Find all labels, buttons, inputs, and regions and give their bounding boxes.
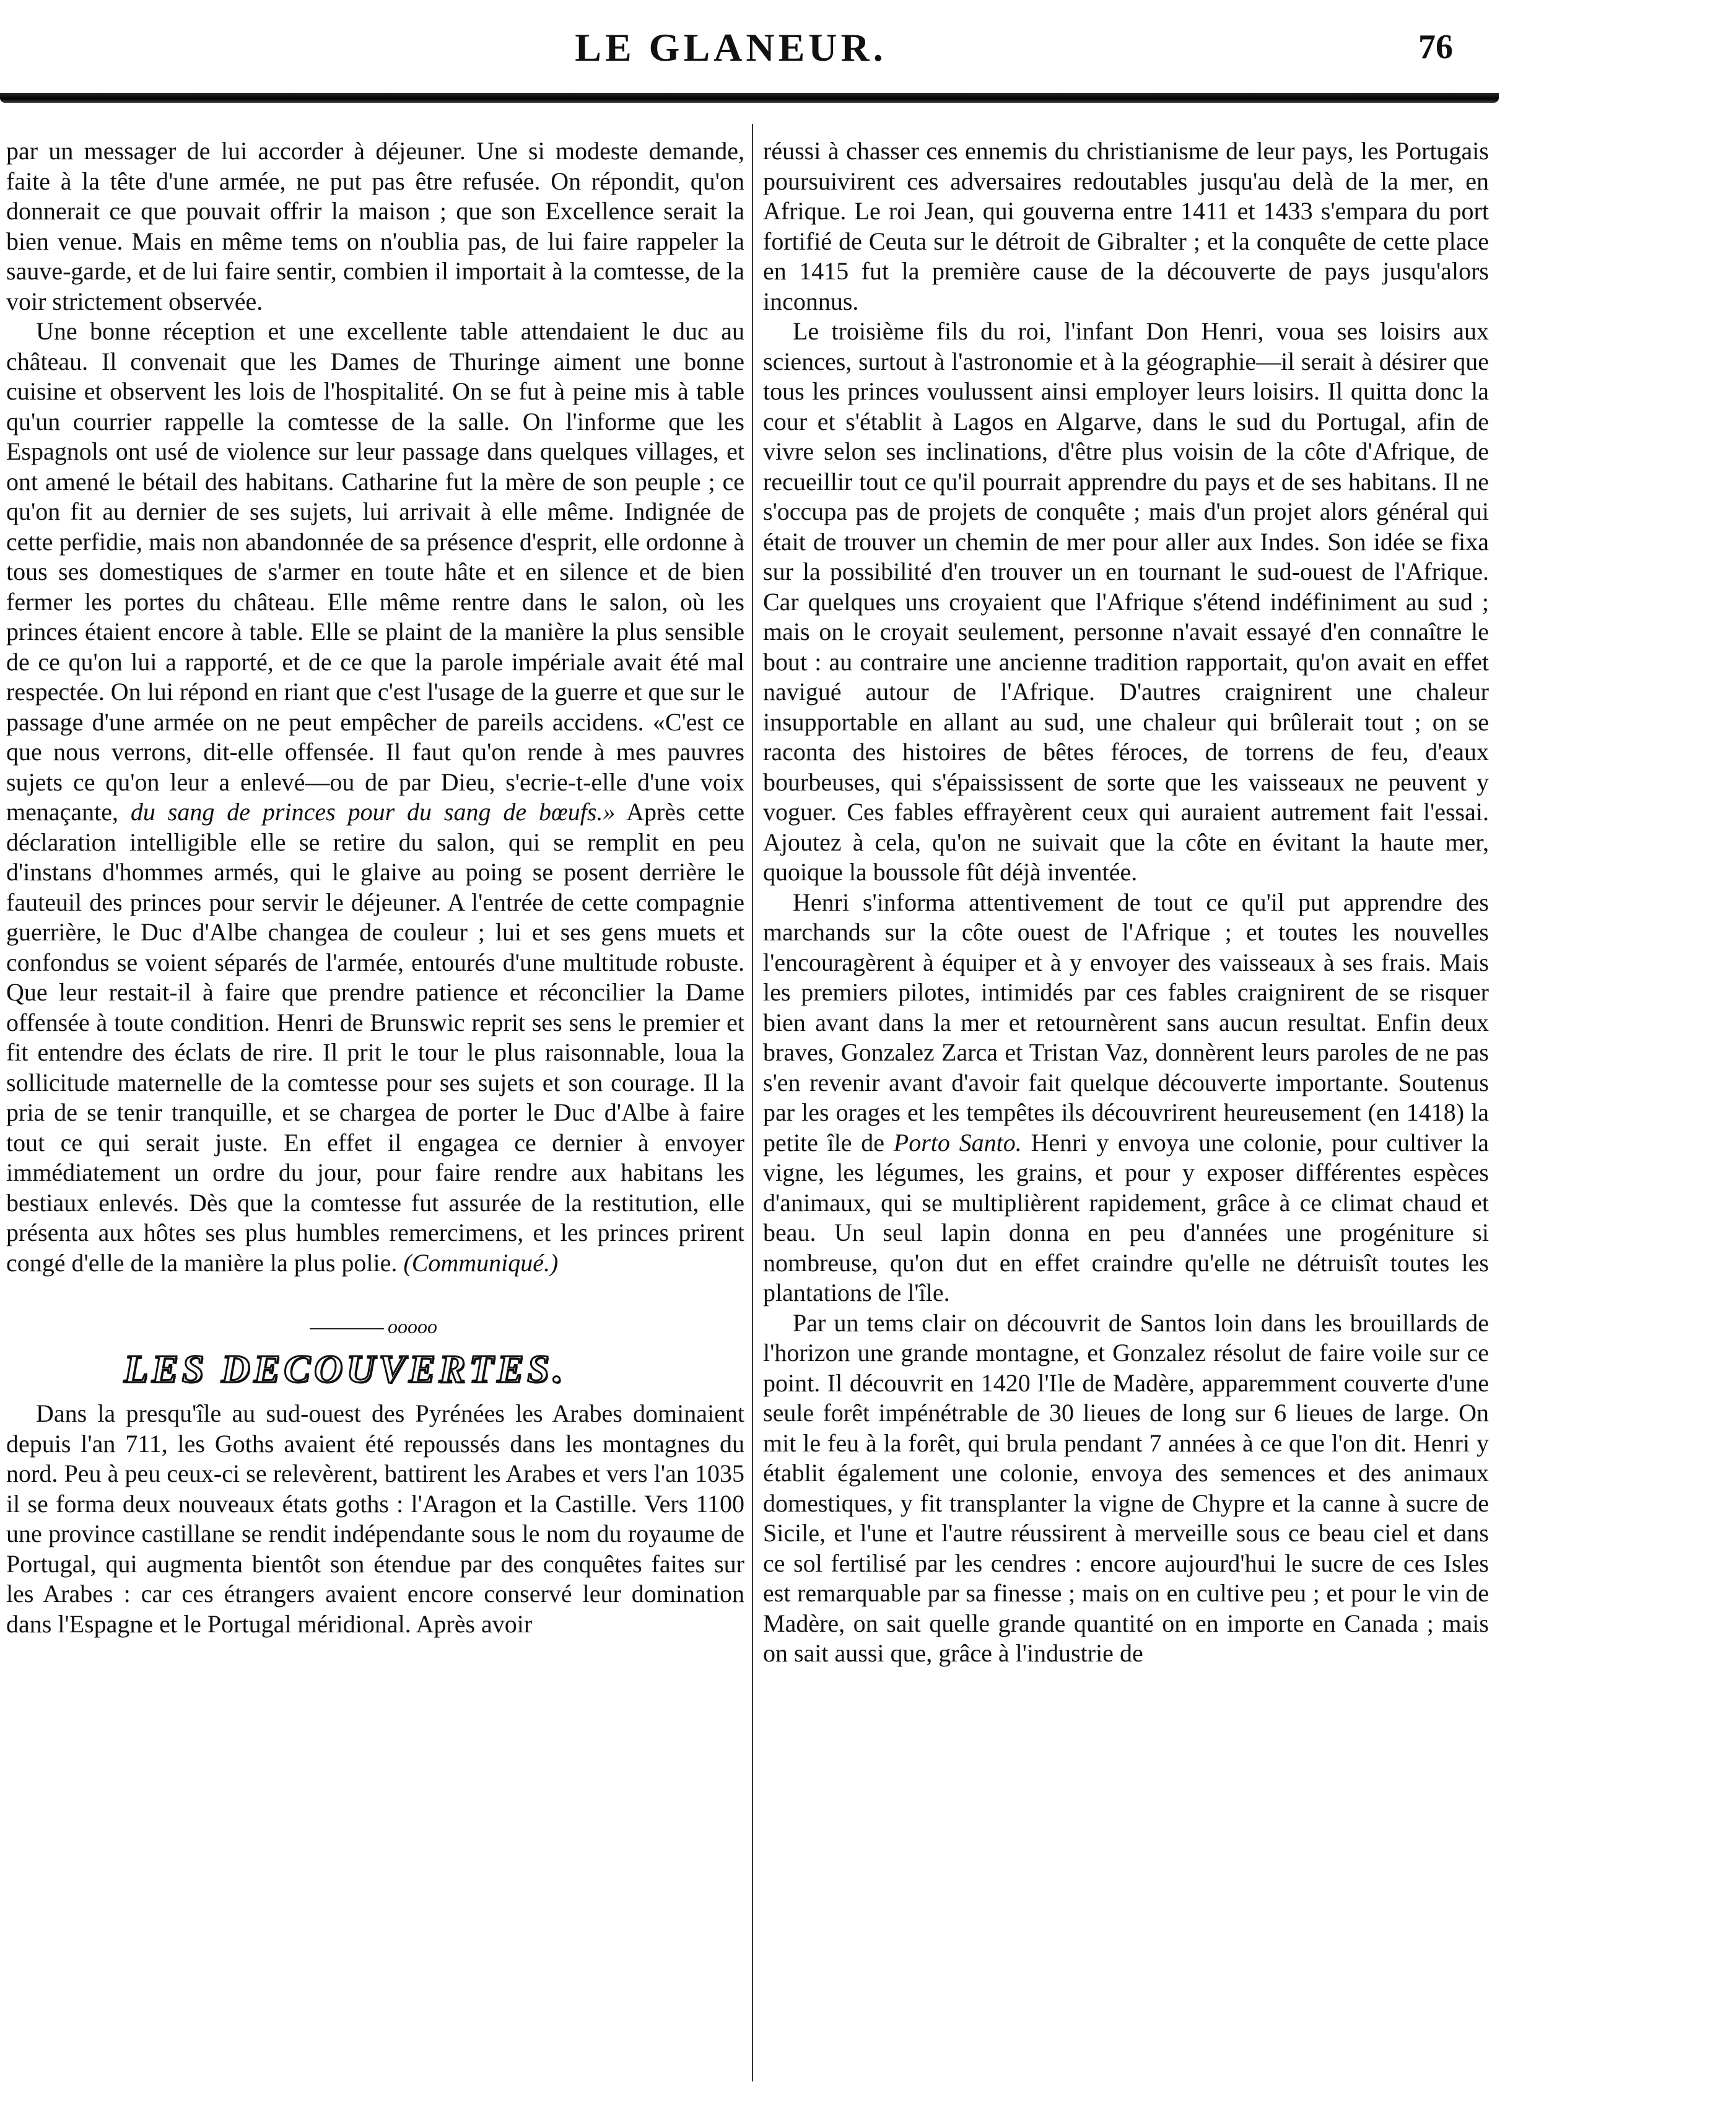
separator-ornament: ooooo [388,1315,437,1337]
paragraph-text: Une bonne réception et une excellente table attendaient le duc au château. Il convenait que les Dames de Thuringe aiment une bonne cuisine et observent les lois de l'hospitalité. On se fut à peine mis à table qu'un courrier rappelle la comtesse de la salle. On l'informe que les Espagnols ont usé de violence sur leur passage dans quelques villages, et ont amené le bétail des habitans. Catharine fut la mère de son peuple ; ce qu'on fit au dernier de ses sujets, lui arrivait à elle même. Indignée de cette perfidie, mais non abandonnée de sa présence d'esprit, elle ordonne à tous ses domestiques de s'armer en toute hâte et en silence et de bien fermer les portes du château. Elle même rentre dans le salon, où les princes étaient encore à table. Elle se plaint de la manière la plus sensible de ce qu'on lui a rapporté, et de ce que la parole impériale avait été mal respectée. On lui répond en riant que c'est l'usage de la guerre et que sur le passage d'une armée on ne peut empêcher de pareils accidens. «C'est ce que nous verrons, dit-elle offensée. Il faut qu'on rende à mes pauvres sujets ce qu'on leur a enlevé—ou de par Dieu, s'ecrie-t-elle d'une voix menaçante, [6,317,744,826]
paragraph: réussi à chasser ces ennemis du christianisme de leur pays, les Portugais poursuivirent ces adversaires redoutables jusqu'au delà de la mer, en Afrique. Le roi Jean, qui gouverna entre 1411 et 1433 s'empara du port fortifié de Ceuta sur le détroit de Gibralter ; et la conquête de cette place en 1415 fut la première cause de la découverte de pays jusqu'alors inconnus. [763,137,1489,315]
paragraph: Dans la presqu'île au sud-ouest des Pyrénées les Arabes dominaient depuis l'an 711, les Goths avaient été repoussés dans les montagnes du nord. Peu à peu ceux-ci se relevèrent, battirent les Arabes et vers l'an 1035 il se forma deux nouveaux états goths : l'Aragon et la Castille. Vers 1100 une province castillane se rendit indépendante sous le nom du royaume de Portugal, qui augmenta bientôt son étendue par des conquêtes faites sur les Arabes : car ces étrangers avaient encore conservé leur domination dans l'Espagne et le Portugal méridional. Après avoir [6,1399,744,1638]
italic-quote: du sang de princes pour du sang de bœufs.» [130,798,616,826]
right-column [763,136,1489,1669]
paragraph-text: Henri y envoya une colonie, pour cultiver la vigne, les légumes, les grains, et pour y exposer différentes espèces d'animaux, qui se multiplièrent rapidement, grâce à ce climat chaud et beau. Un seul lapin donna en peu d'années une progéniture si nombreuse, qu'on dut en effet craindre qu'elle ne détruisît toutes les plantations de l'île. [763,1128,1489,1306]
paragraph: Par un tems clair on découvrit de Santos loin dans les brouillards de l'horizon une grande montagne, et Gonzalez résolut de faire voile sur ce point. Il découvrit en 1420 l'Ile de Madère, apparemment couverte d'une seule forêt impénétrable de 30 lieues de long sur 6 lieues de large. On mit le feu à la forêt, qui brula pendant 7 années à ce que l'on dit. Henri y établit également une colonie, envoya des semences et des animaux domestiques, y fit transplanter la vigne de Chypre et la canne à sucre de Sicile, et l'une et l'autre réussirent à merveille sous ce beau ciel et dans ce sol fertilisé par les cendres : encore aujourd'hui le sucre de ces Isles est remarquable par sa finesse ; mais on en cultive peu ; et pour le vin de Madère, on sait quelle grande quantité on en importe en Canada ; mais on sait aussi que, grâce à l'industrie de [763,1308,1489,1667]
italic-place-name: Porto Santo. [893,1128,1022,1157]
paragraph: par un messager de lui accorder à déjeuner. Une si modeste demande, faite à la tête d'une armée, ne put pas être refusée. On répondit, qu'on donnerait ce que pouvait offrir la maison ; que son Excellence serait la bien venue. Mais en même tems on n'oublia pas, de lui faire rappeler la sauve-garde, et de lui faire sentir, combien il importait à la comtesse, de la voir strictement observée. [6,137,744,315]
page-number: 76 [1418,28,1453,66]
section-title: LES DECOUVERTES. [124,1346,567,1391]
paragraph [763,888,1489,1308]
paragraph: Le troisième fils du roi, l'infant Don Henri, voua ses loisirs aux sciences, surtout à l'astronomie et à la géographie—il serait à désirer que tous les princes voulussent ainsi employer leurs loisirs. Il quitta donc la cour et s'établit à Lagos en Algarve, dans le sud du Portugal, afin de vivre selon ses inclinations, d'être plus voisin de la côte d'Afrique, de recueillir tout ce qu'il pourrait apprendre du pays et de ses habitans. Il ne s'occupa pas de projets de conquête ; mais d'un projet alors général qui était de trouver un chemin de mer pour aller aux Indes. Son idée se fixa sur la possibilité d'en trouver un en tournant le sud-ouest de l'Afrique. Car quelques uns croyaient que l'Afrique s'étend indéfiniment au sud ; mais on le croyait seulement, personne n'avait essayé d'en connaître le bout : au contraire une ancienne tradition rapportait, qu'on avait en effet navigué autour de l'Afrique. D'autres craignirent une chaleur insupportable en allant au sud, une chaleur qui brûlerait tout ; on se raconta des histoires de bêtes féroces, de torrens de feu, d'eaux bourbeuses, qui s'épaississent de sorte que les vaisseaux ne peuvent y voguer. Ces fables effrayèrent ceux qui auraient autrement fait l'essai. Ajoutez à cela, qu'on ne suivait que la côte en évitant la haute mer, quoique la boussole fût déjà inventée. [763,317,1489,886]
left-column [6,136,744,1639]
page-header [0,19,1736,87]
paragraph [6,317,744,1278]
section-separator [6,1311,744,1342]
paragraph-text: Après cette déclaration intelligible elle se retire du salon, qui se remplit en peu d'instans d'hommes armés, qui le glaive au poing se posent derrière le fauteuil des princes pour servir le déjeuner. A l'entrée de cette compagnie guerrière, le Duc d'Albe changea de couleur ; lui et ses gens muets et confondus se voient séparés de l'armée, entourés d'une multitude robuste. Que leur restait-il à faire que prendre patience et réconcilier la Dame offensée à toute condition. Henri de Brunswic reprit ses sens le premier et fit entendre des éclats de rire. Il prit le tour le plus raisonnable, loua la sollicitude maternelle de la comtesse pour ses sujets et son courage. Il la pria de se tenir tranquille, et se chargea de porter le Duc d'Albe à faire tout ce qui serait juste. En effet il engagea ce dernier à envoyer immédiatement un ordre du jour, pour faire rendre aux habitans les bestiaux enlevés. Dès que la comtesse fut assurée de la restitution, elle présenta aux hôtes ses plus humbles remercimens, et les princes prirent congé d'elle de la manière la plus polie. [6,798,745,1277]
signature: (Communiqué.) [403,1248,559,1277]
column-divider [752,124,753,2081]
masthead-title: LE GLANEUR. [575,25,887,69]
paragraph-text: Henri s'informa attentivement de tout ce qu'il put apprendre des marchands sur la côte ouest de l'Afrique ; et toutes les nouvelles l'encouragèrent à équiper et à y envoyer des vaisseaux à ses frais. Mais les premiers pilotes, intimidés par ces fables craignirent de se risquer bien avant dans la mer et retournèrent sans aucun resultat. Enfin deux braves, Gonzalez Zarca et Tristan Vaz, donnèrent leurs paroles de ne pas s'en revenir avant d'avoir fait quelque découverte importante. Soutenus par les orages et les tempêtes ils découvrirent heureusement (en 1418) la petite île de [763,888,1489,1157]
header-rule [0,93,1499,103]
